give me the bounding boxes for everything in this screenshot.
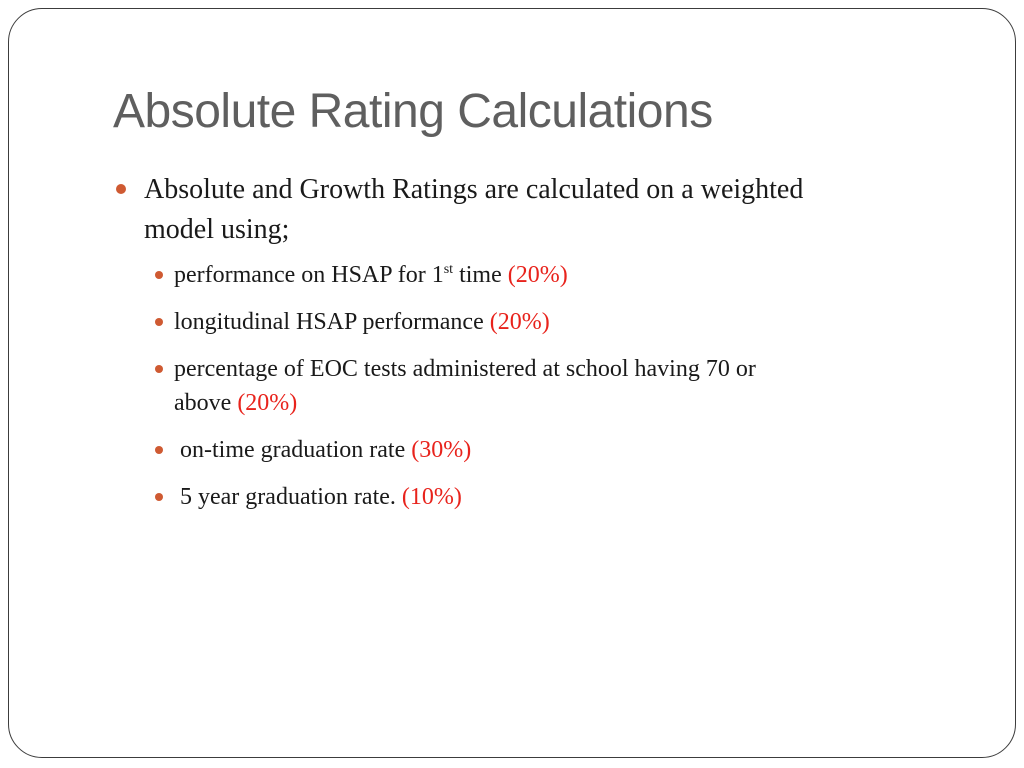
sub-bullet-weight: (20%) — [237, 390, 298, 416]
sub-bullet-text: on-time graduation rate — [180, 437, 412, 463]
sub-bullet-on-time-graduation — [153, 433, 933, 467]
sub-bullet-weight: (30%) — [411, 437, 472, 463]
sub-bullet-eoc-tests — [153, 352, 933, 420]
sub-bullet-weight: (20%) — [489, 309, 550, 335]
bullet-dot-icon — [155, 493, 163, 501]
sub-bullet-weight: (20%) — [507, 262, 568, 288]
sub-bullet-text-after: time — [453, 262, 508, 288]
bullet-dot-icon — [155, 318, 163, 326]
sub-bullet-text-line2: above — [174, 390, 238, 416]
sub-bullet-text: performance on HSAP for 1 — [174, 262, 444, 288]
slide-content — [113, 170, 933, 514]
sub-bullet-text: 5 year graduation rate. — [180, 484, 402, 510]
bullet-dot-icon — [155, 271, 163, 279]
bullet-dot-icon — [155, 446, 163, 454]
sub-bullet-hsap-first-time — [153, 258, 933, 292]
main-bullet — [113, 170, 933, 250]
sub-bullet-text-line1: percentage of EOC tests administered at school having 70 or — [174, 356, 756, 382]
sub-bullet-longitudinal-hsap — [153, 305, 933, 339]
sub-bullet-weight: (10%) — [401, 484, 462, 510]
bullet-dot-icon — [116, 184, 126, 194]
bullet-dot-icon — [155, 365, 163, 373]
sub-bullet-text: longitudinal HSAP performance — [174, 309, 490, 335]
main-bullet-text-line2: model using; — [144, 214, 290, 245]
sub-bullet-superscript: st — [443, 262, 454, 277]
main-bullet-text-line1: Absolute and Growth Ratings are calculated on a weighted — [144, 174, 804, 205]
sub-bullet-five-year-graduation — [153, 480, 933, 514]
slide-title: Absolute Rating Calculations — [113, 85, 713, 138]
